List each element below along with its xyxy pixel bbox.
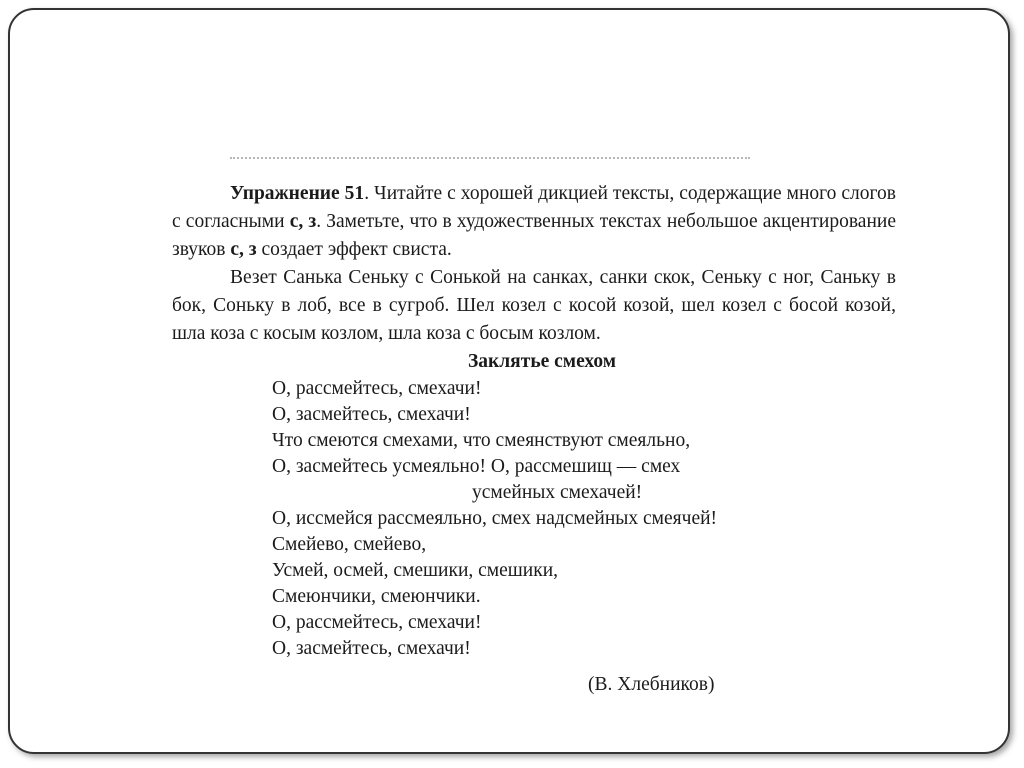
poem-line: Что смеются смехами, что смеянствуют смеяльно,	[272, 430, 691, 451]
letters-2: с, з	[230, 239, 257, 260]
poem-line: усмейных смехачей!	[472, 482, 643, 503]
poem-line: Смеюнчики, смеюнчики.	[272, 586, 481, 607]
poem	[172, 376, 896, 662]
poem-line: Усмей, осмей, смешики, смешики,	[272, 560, 559, 581]
letters-1: с, з	[289, 211, 317, 232]
instruction-text-1: . Читайте с хорошей дикцией тексты, содержащие много слогов с согласными	[172, 183, 896, 232]
scanned-page	[172, 180, 896, 699]
instruction-text-3: создает эффект свиста.	[256, 239, 452, 260]
exercise-label: Упражнение 51	[230, 183, 365, 204]
poem-author: (В. Хлебников)	[588, 674, 715, 695]
scan-edge-artifact	[230, 157, 750, 169]
exercise-instruction	[172, 180, 896, 264]
instruction-text-2: . Заметьте, что в художественных текстах небольшое акцентирование звуков	[172, 211, 896, 260]
poem-title: Заклятье смехом	[467, 351, 617, 372]
poem-line: О, иссмейся рассмеяльно, смех надсмейных смеячей!	[272, 508, 718, 529]
poem-line: Смейево, смейево,	[272, 534, 427, 555]
poem-line: О, засмейтесь усмеяльно! О, рассмешищ — смех	[272, 456, 681, 477]
poem-line: О, рассмейтесь, смехачи!	[272, 612, 482, 633]
poem-line: О, рассмейтесь, смехачи!	[272, 378, 482, 399]
poem-line: О, засмейтесь, смехачи!	[272, 404, 471, 425]
tongue-twister: Везет Санька Сеньку с Сонькой на санках, санки скок, Сеньку с ног, Саньку в бок, Соньку в лоб, все в сугроб. Шел козел с косой козой, шел козел с босой козой, шла коза с косым козлом, шла коза с босым козлом.	[172, 267, 896, 344]
poem-line: О, засмейтесь, смехачи!	[272, 638, 471, 659]
